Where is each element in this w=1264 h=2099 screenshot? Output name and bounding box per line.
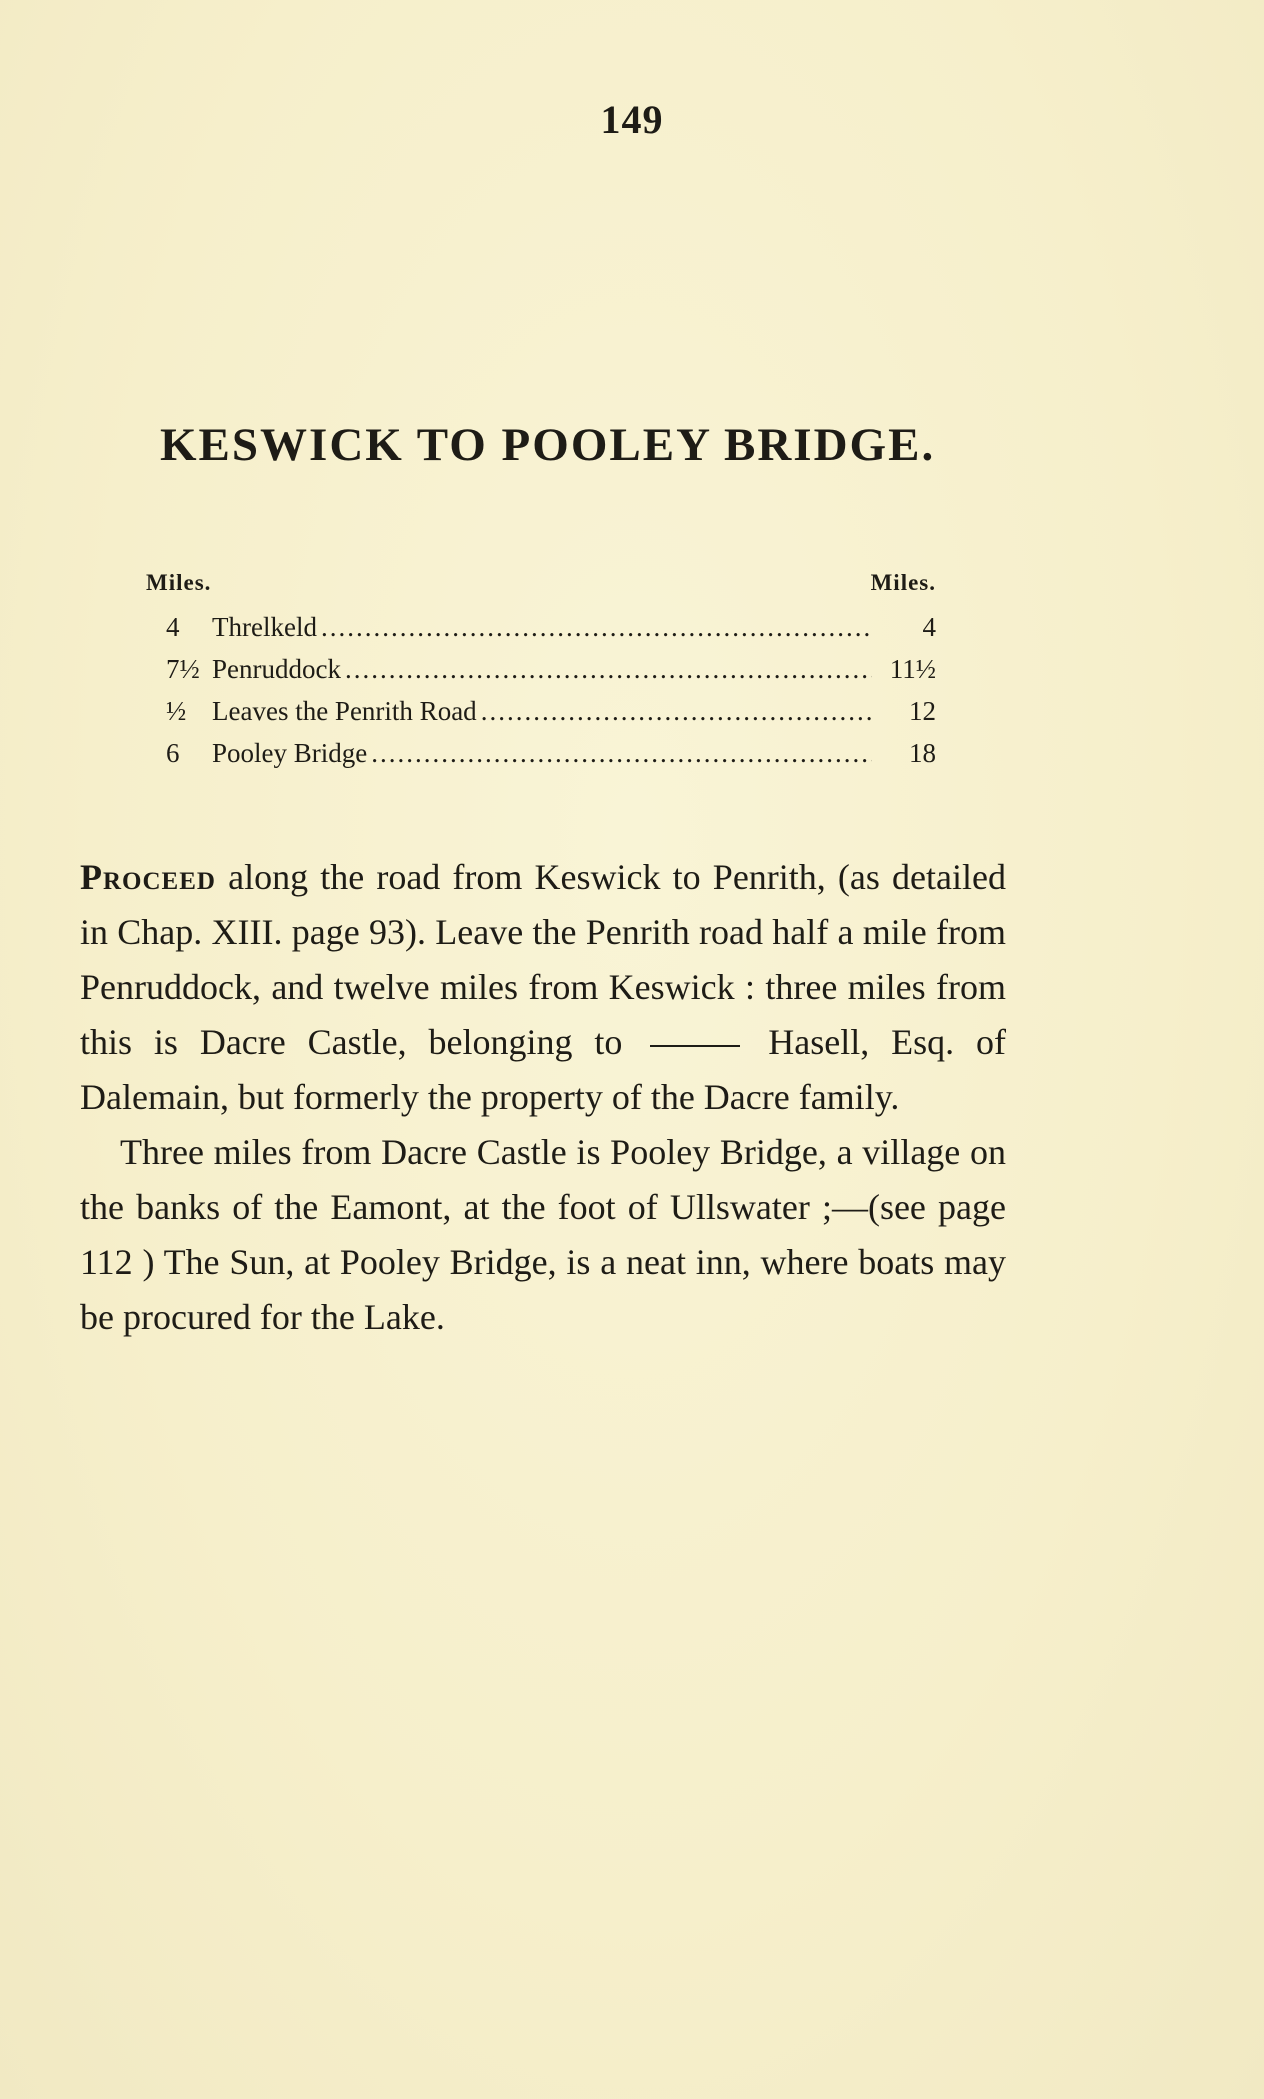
total-miles: 18: [909, 738, 936, 768]
paragraph: Three miles from Dacre Castle is Pooley Bridge, a village on the banks of the Eamont, at the foot of Ullswater ;—(see page 112 ) The Sun, at Pooley Bridge, is a neat inn, where boats may be procured for the Lake.: [80, 1132, 1006, 1337]
itinerary-row: [146, 648, 936, 690]
place-name: Leaves the Penrith Road: [212, 696, 477, 726]
dot-leader: [345, 648, 872, 690]
chapter-title: KESWICK TO POOLEY BRIDGE.: [160, 419, 936, 471]
lead-word: Proceed: [80, 857, 216, 897]
dot-leader: [371, 732, 872, 774]
total-miles: 11½: [889, 654, 936, 684]
paragraph: [80, 850, 1006, 1125]
itinerary-row: [146, 606, 936, 648]
right-miles-header: Miles.: [870, 570, 936, 595]
total-miles: 4: [922, 612, 936, 642]
page-number: 149: [600, 97, 664, 142]
stage-miles: ½: [166, 696, 187, 726]
dot-leader: [481, 690, 872, 732]
itinerary-row: [146, 690, 936, 732]
total-miles: 12: [909, 696, 936, 726]
itinerary-header: [146, 570, 936, 606]
stage-miles: 7½: [166, 654, 200, 684]
name-dash: [650, 1045, 740, 1047]
place-name: Threlkeld: [212, 612, 317, 642]
body-text: [80, 850, 1006, 1345]
left-miles-header: Miles.: [146, 570, 212, 595]
paragraph-text: Hasell, Esq. of Dalemain, but formerly the property of the Dacre family.: [80, 1022, 1006, 1117]
stage-miles: 6: [166, 738, 180, 768]
stage-miles: 4: [166, 612, 180, 642]
itinerary-row: [146, 732, 936, 774]
dot-leader: [321, 606, 872, 648]
place-name: Pooley Bridge: [212, 738, 368, 768]
paragraph-text: along the road from Keswick to Penrith, (as detailed in Chap. XIII. page 93). Leave the Penrith road half a mile from Penruddock, and twelve miles from Keswick : three miles from this is Dacre Castle, belonging to: [80, 857, 1006, 1062]
place-name: Penruddock: [212, 654, 341, 684]
itinerary-table: [146, 570, 936, 774]
